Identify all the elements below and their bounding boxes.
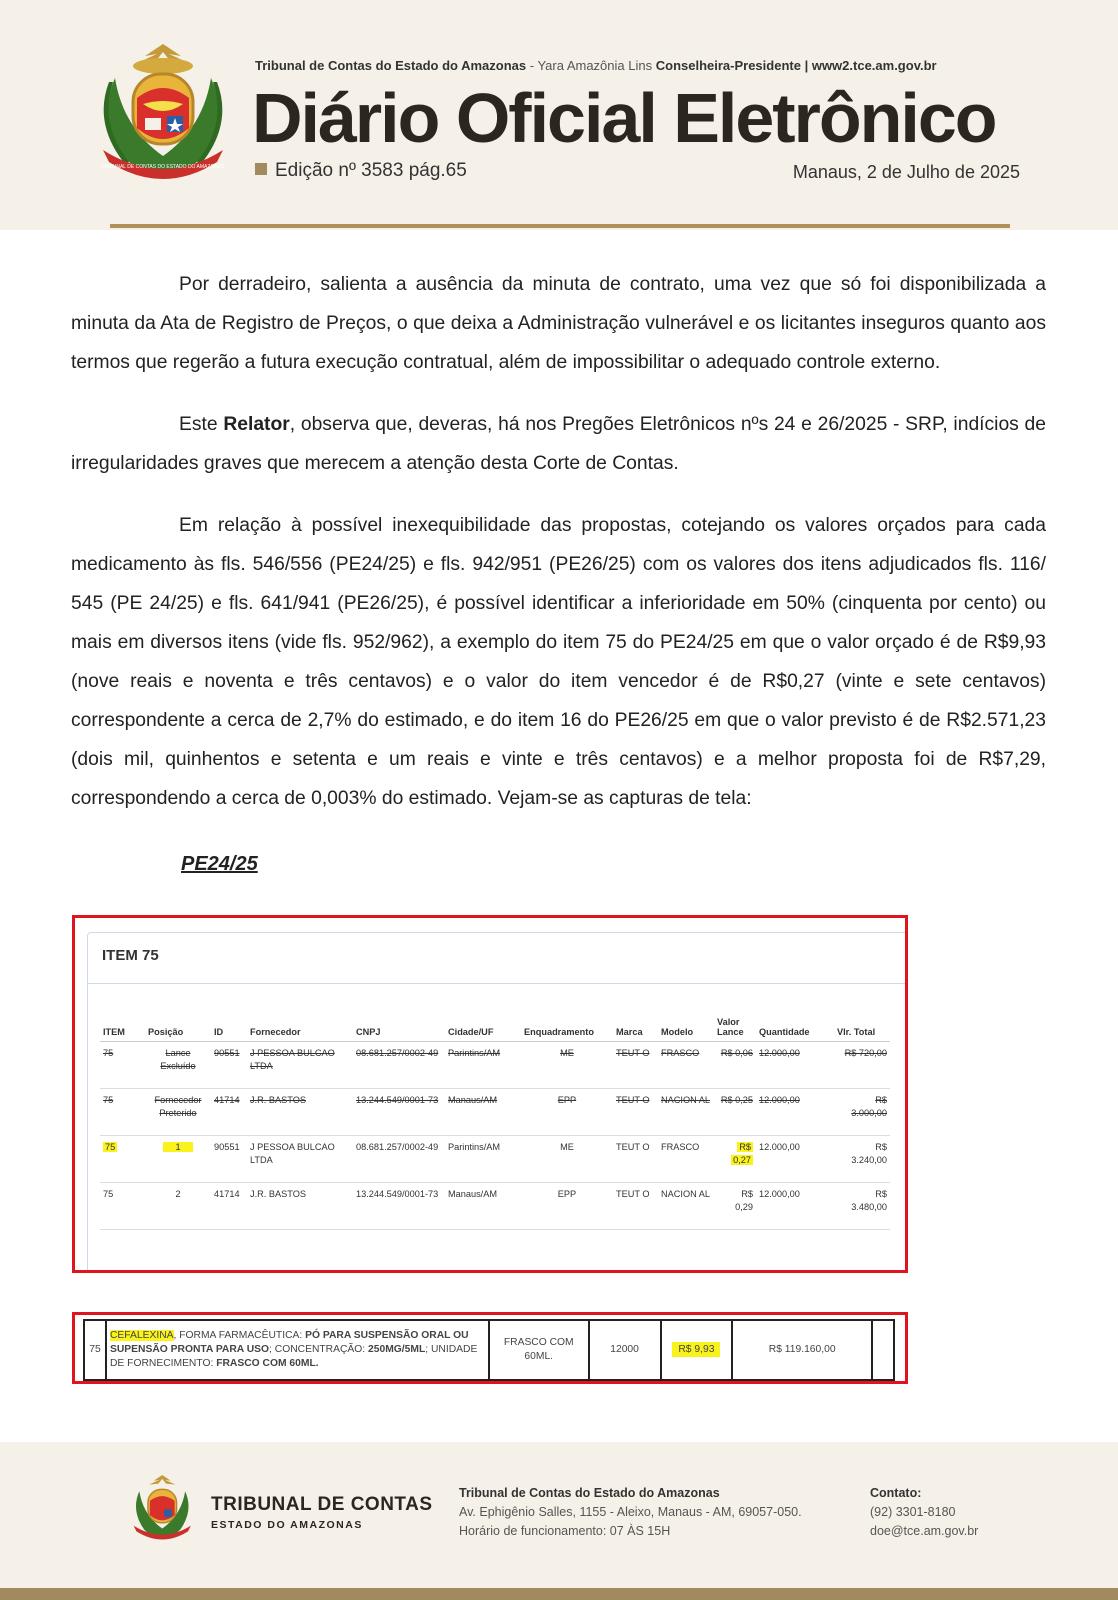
paragraph-1: Por derradeiro, salienta a ausência da minuta de contrato, uma vez que só foi disponibilizada a minuta da Ata de Registro de Preços, o que deixa a Administração vulnerável e os licitantes inseguros quanto aos termos que regerão a futura execução contratual, além de impossibilitar o adequado controle externo. xyxy=(71,274,1046,373)
cell-valor: R$ 0,06 xyxy=(714,1042,756,1089)
cell-description xyxy=(106,1320,489,1380)
p2-before: Este xyxy=(179,414,224,435)
masthead-title: Diário Oficial Eletrônico xyxy=(252,79,996,157)
col-marca: Marca xyxy=(613,1003,658,1042)
highlight-mark: 0,27 xyxy=(733,1155,751,1165)
paragraph-3: Em relação à possível inexequibilidade das propostas, cotejando os valores orçados para cada medicamento às fls. 546/556 (PE24/25) e fls. 942/951 (PE26/25) com os valores dos itens adjudicados fls. 116/ 545 (PE 24/25) e fls. 641/941 (PE26/25), é possível identificar a inferioridade em 50% (cinquenta por cento) ou mais em diversos itens (vide fls. 952/962), a exemplo do item 75 do PE24/25 em que o valor orçado é de R$9,93 (nove reais e noventa e três centavos) e o valor do item vencedor é de R$0,27 (vinte e sete centavos) correspondente a cerca de 2,7% do estimado, e do item 16 do PE26/25 em que o valor previsto é de R$2.571,23 (dois mil, quinhentos e setenta e um reais e vinte e três centavos) e a melhor proposta foi de R$7,29, correspondendo a cerca de 0,003% do estimado. Vejam-se as capturas de tela: xyxy=(71,515,1046,809)
cell-marca: TEUT O xyxy=(613,1183,658,1230)
col-quantidade: Quantidade xyxy=(756,1003,834,1042)
col-enquadramento: Enquadramento xyxy=(521,1003,613,1042)
highlight-mark: CEFALEXINA xyxy=(109,1330,174,1341)
footer-address xyxy=(459,1484,802,1541)
cell-total: R$ 720,00 xyxy=(834,1042,890,1089)
total-value: 3.240,00 xyxy=(851,1155,887,1165)
cell-quantidade: 12.000,00 xyxy=(756,1089,834,1136)
col-id: ID xyxy=(211,1003,247,1042)
cell-item: 75 xyxy=(100,1042,145,1089)
cell-quantidade: 12.000,00 xyxy=(756,1183,834,1230)
cell-cnpj: 08.681.257/0002-49 xyxy=(353,1136,445,1183)
table-header-row xyxy=(100,1003,890,1042)
highlight-mark: 75 xyxy=(105,1142,116,1152)
cell-item: 75 xyxy=(100,1183,145,1230)
cell-valor xyxy=(714,1136,756,1183)
cell-marca: TEUT O xyxy=(613,1042,658,1089)
cell-valor xyxy=(714,1183,756,1230)
bids-table xyxy=(100,1003,890,1230)
contact-title: Contato: xyxy=(870,1486,922,1500)
header-separator: - xyxy=(526,58,538,73)
cell-id: 41714 xyxy=(211,1183,247,1230)
cell-total xyxy=(834,1183,890,1230)
cell-modelo: FRASCO xyxy=(658,1042,714,1089)
cell-valor-unitario xyxy=(661,1320,733,1380)
cell-fornecedor: J.R. BASTOS xyxy=(247,1183,353,1230)
col-posicao: Posição xyxy=(145,1003,211,1042)
cell-id: 90551 xyxy=(211,1136,247,1183)
col-total: Vlr. Total xyxy=(834,1003,890,1042)
valor-value: 0,29 xyxy=(735,1202,753,1212)
col-cidade: Cidade/UF xyxy=(445,1003,521,1042)
cell-enquadramento: EPP xyxy=(521,1183,613,1230)
footer-bar xyxy=(0,1588,1118,1600)
cell-posicao: 2 xyxy=(145,1183,211,1230)
section-label-pe24: PE24/25 xyxy=(181,853,258,875)
cell-item xyxy=(100,1136,145,1183)
header-org: Tribunal de Contas do Estado do Amazonas xyxy=(255,58,527,73)
cell-item: 75 xyxy=(84,1320,106,1380)
col-item: ITEM xyxy=(100,1003,145,1042)
table-row xyxy=(84,1320,894,1380)
total-value: 3.480,00 xyxy=(851,1202,887,1212)
desc-part: ; UNIDADE DE FORNECIMENTO: xyxy=(109,1344,478,1369)
article-body xyxy=(71,265,1046,841)
cell-posicao: Fornecedor Preterido xyxy=(145,1089,211,1136)
header-president-role: Conselheira-Presidente xyxy=(655,58,801,73)
screenshot-item-75-bids xyxy=(72,915,908,1273)
tce-crest-logo xyxy=(85,38,240,188)
table-row xyxy=(100,1089,890,1136)
cell-marca: TEUT O xyxy=(613,1136,658,1183)
desc-part: , FORMA FARMACÊUTICA: xyxy=(173,1330,306,1341)
edition-text: Edição nº 3583 pág.65 xyxy=(275,160,467,181)
header-site-link[interactable]: www2.tce.am.gov.br xyxy=(811,58,937,73)
contact-email[interactable]: doe@tce.am.gov.br xyxy=(870,1524,979,1538)
highlight-mark: R$ 9,93 xyxy=(672,1342,720,1357)
highlight-mark: R$ xyxy=(739,1142,751,1152)
address-line: Av. Ephigênio Salles, 1155 - Aleixo, Manaus - AM, 69057-050. xyxy=(459,1505,802,1519)
bids-panel xyxy=(87,932,908,1273)
cell-enquadramento: ME xyxy=(521,1042,613,1089)
col-modelo: Modelo xyxy=(658,1003,714,1042)
contact-phone[interactable]: (92) 3301-8180 xyxy=(870,1505,956,1519)
cell-cnpj: 13.244.549/0001-73 xyxy=(353,1183,445,1230)
col-valor-lance xyxy=(714,1003,756,1042)
cell-modelo: NACION AL xyxy=(658,1183,714,1230)
address-title: Tribunal de Contas do Estado do Amazonas xyxy=(459,1486,720,1500)
screenshot-item-75-estimate xyxy=(72,1312,908,1384)
p2-after: , observa que, deveras, há nos Pregões Eletrônicos nºs 24 e 26/2025 - SRP, indícios de irregularidades graves que merecem a atenção desta Corte de Contas. xyxy=(71,414,1046,474)
valor-currency: R$ xyxy=(741,1189,753,1199)
desc-part-bold: FRASCO COM 60ML. xyxy=(216,1358,319,1369)
cell-cnpj: 08.681.257/0002-49 xyxy=(353,1042,445,1089)
cell-posicao: Lance Excluído xyxy=(145,1042,211,1089)
cell-enquadramento: ME xyxy=(521,1136,613,1183)
cell-enquadramento: EPP xyxy=(521,1089,613,1136)
opening-hours: Horário de funcionamento: 07 ÀS 15H xyxy=(459,1524,671,1538)
footer-org-sub: ESTADO DO AMAZONAS xyxy=(211,1519,363,1531)
desc-part: ; CONCENTRAÇÃO: xyxy=(269,1344,369,1355)
cell-id: 90551 xyxy=(211,1042,247,1089)
panel-title: ITEM 75 xyxy=(102,947,159,964)
page-footer xyxy=(0,1442,1118,1600)
panel-divider xyxy=(88,983,908,984)
col-fornecedor: Fornecedor xyxy=(247,1003,353,1042)
cell-empty xyxy=(872,1320,894,1380)
cell-fornecedor: J PESSOA BULCAO LTDA xyxy=(247,1136,353,1183)
col-valor-b: Lance xyxy=(717,1027,744,1037)
cell-item: 75 xyxy=(100,1089,145,1136)
table-row-winner xyxy=(100,1136,890,1183)
footer-contact xyxy=(870,1484,978,1541)
total-currency: R$ xyxy=(875,1189,887,1199)
cell-id: 41714 xyxy=(211,1089,247,1136)
cell-fornecedor: J PESSOA BULCAO LTDA xyxy=(247,1042,353,1089)
page-header xyxy=(0,0,1118,230)
header-president-name: Yara Amazônia Lins xyxy=(537,58,653,73)
cell-marca: TEUT O xyxy=(613,1089,658,1136)
cell-fornecedor: J.R. BASTOS xyxy=(247,1089,353,1136)
cell-total: R$ 3.000,00 xyxy=(834,1089,890,1136)
cell-quantidade: 12.000,00 xyxy=(756,1042,834,1089)
cell-unidade: FRASCO COM 60ML. xyxy=(489,1320,589,1380)
cell-quantidade: 12.000,00 xyxy=(756,1136,834,1183)
footer-org-name: TRIBUNAL DE CONTAS xyxy=(211,1494,433,1515)
cell-cidade: Manaus/AM xyxy=(445,1089,521,1136)
paragraph-2 xyxy=(71,405,1046,483)
edition-info xyxy=(255,160,467,182)
footer-crest-logo xyxy=(125,1469,199,1547)
cell-valor: R$ 0,25 xyxy=(714,1089,756,1136)
cell-modelo: NACION AL xyxy=(658,1089,714,1136)
table-row xyxy=(100,1183,890,1230)
table-row xyxy=(100,1042,890,1089)
cell-quantidade: 12000 xyxy=(589,1320,661,1380)
cell-total xyxy=(834,1136,890,1183)
cell-cnpj: 13.244.549/0001-73 xyxy=(353,1089,445,1136)
cell-valor-total: R$ 119.160,00 xyxy=(732,1320,872,1380)
cell-cidade: Manaus/AM xyxy=(445,1183,521,1230)
estimate-table xyxy=(83,1319,895,1381)
dateline: Manaus, 2 de Julho de 2025 xyxy=(792,162,1020,182)
cell-cidade: Parintins/AM xyxy=(445,1136,521,1183)
highlight-mark: 1 xyxy=(163,1142,192,1152)
desc-part-bold: 250MG/5ML xyxy=(368,1344,426,1355)
col-valor-a: Valor xyxy=(717,1017,740,1027)
cell-posicao xyxy=(145,1136,211,1183)
desc-part-bold: PÓ PARA SUSPENSÃO ORAL OU SUPENSÃO PRONTA PARA USO xyxy=(109,1330,469,1355)
header-top-line: Tribunal de Contas do Estado do Amazonas - Yara Amazônia Lins Conselheira-Presidente | www2.tce.am.gov.br xyxy=(255,58,937,73)
svg-text:TRIBUNAL DE CONTAS DO ESTADO D: TRIBUNAL DE CONTAS DO ESTADO DO AMAZONAS xyxy=(101,164,225,170)
header-divider xyxy=(110,224,1010,228)
cell-modelo: FRASCO xyxy=(658,1136,714,1183)
col-cnpj: CNPJ xyxy=(353,1003,445,1042)
cell-cidade: Parintins/AM xyxy=(445,1042,521,1089)
p2-bold: Relator xyxy=(223,414,290,435)
total-currency: R$ xyxy=(875,1142,887,1152)
square-bullet-icon xyxy=(255,163,267,175)
